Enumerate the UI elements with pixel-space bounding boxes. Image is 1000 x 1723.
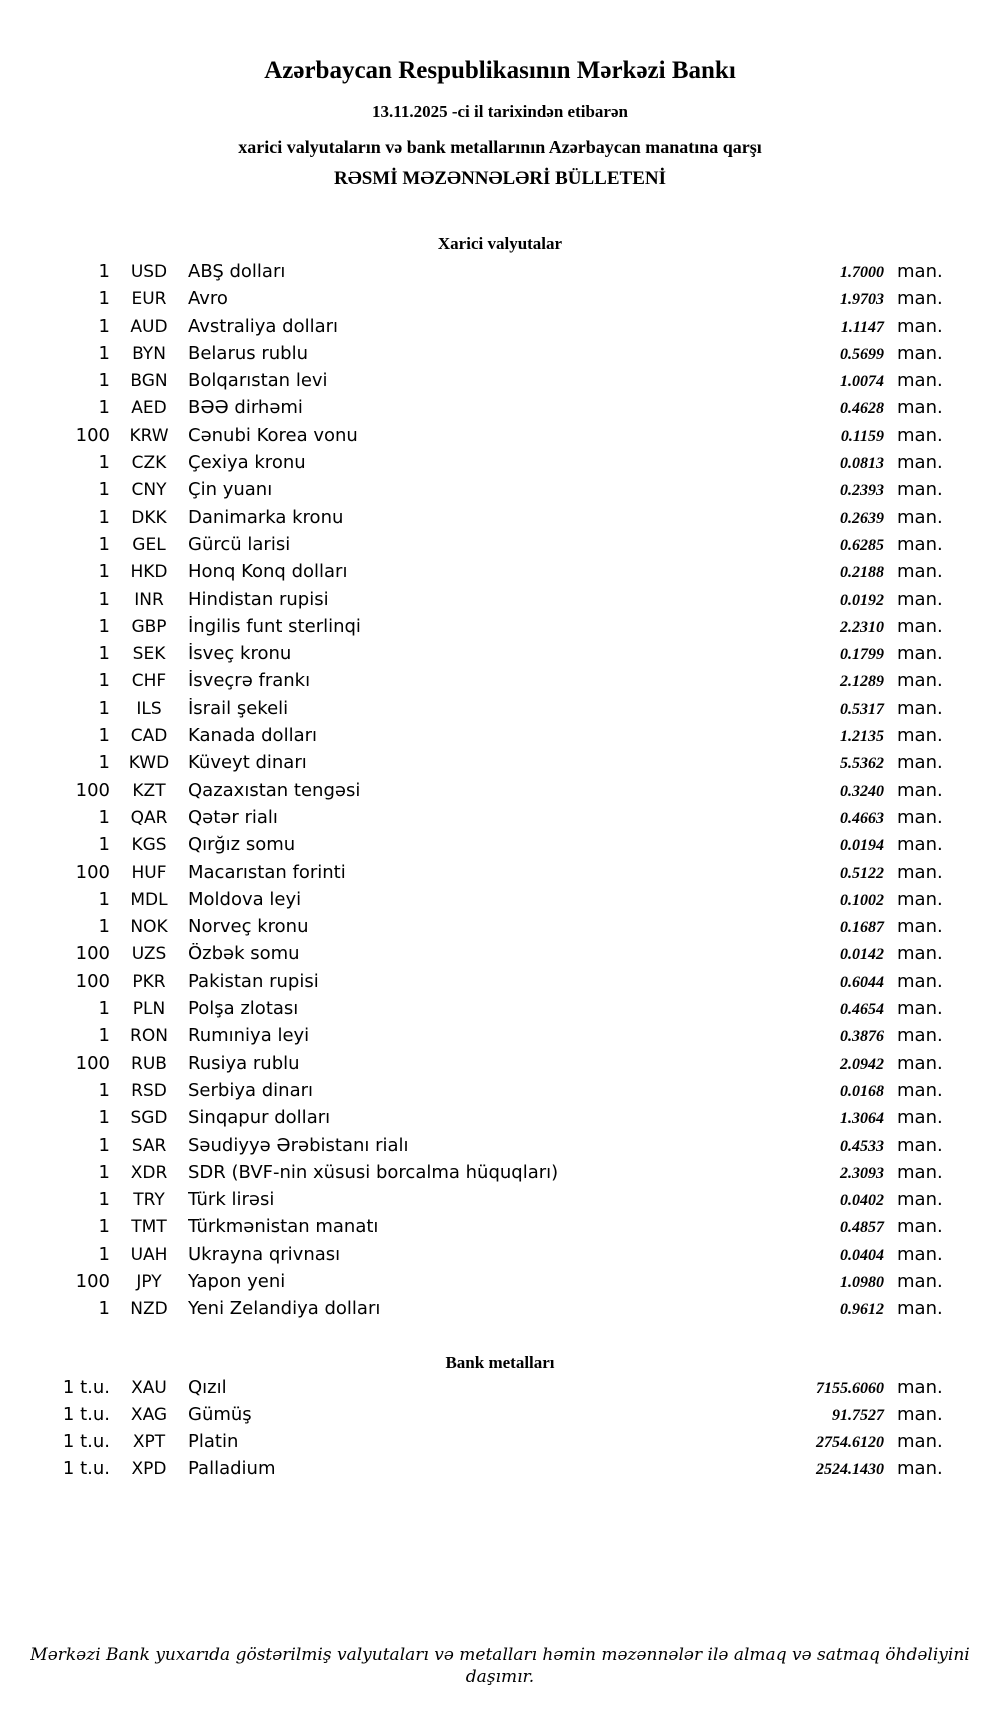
exchange-rate: 0.1799: [840, 646, 884, 664]
rate-quantity: 1: [98, 888, 110, 910]
bulletin-title: RƏSMİ MƏZƏNNƏLƏRİ BÜLLETENİ: [333, 168, 666, 189]
rate-quantity: 1: [98, 1025, 110, 1047]
currency-code: NZD: [130, 1299, 168, 1320]
currency-code: XAU: [131, 1377, 167, 1398]
currency-code: CHF: [131, 671, 167, 692]
currency-name: Kanada dolları: [188, 725, 318, 747]
rate-row: [0, 1377, 945, 1404]
manat-unit-label: man.: [897, 288, 943, 310]
rate-row: [0, 452, 945, 479]
rate-row: [0, 725, 945, 752]
rate-quantity: 1 t.u.: [62, 1431, 110, 1453]
rate-quantity: 1: [98, 1107, 110, 1129]
currency-name: Norveç kronu: [188, 916, 309, 938]
currency-code: XPT: [132, 1432, 166, 1453]
currency-code: HUF: [131, 862, 167, 883]
rate-quantity: 1: [98, 315, 110, 337]
exchange-rate: 0.6044: [840, 973, 884, 991]
currency-name: İsrail şekeli: [188, 697, 289, 719]
exchange-rate: 0.0404: [840, 1246, 884, 1264]
exchange-rate: 0.0194: [840, 837, 884, 855]
currency-name: Səudiyyə Ərəbistanı rialı: [188, 1134, 409, 1156]
manat-unit-label: man.: [897, 1298, 943, 1320]
currency-name: ABŞ dolları: [188, 261, 286, 282]
rate-quantity: 1: [98, 697, 110, 719]
currency-code: DKK: [131, 507, 167, 528]
currency-name: Rusiya rublu: [188, 1052, 300, 1074]
rate-quantity: 1: [98, 261, 110, 282]
footer-obligation-note: Mərkəzi Bank yuxarıda göstərilmiş valyutaları və metalları həmin məzənnələr ilə almaq və satmaq öhdəliyini daşımır.: [30, 1644, 970, 1687]
rate-row: [0, 1216, 945, 1243]
exchange-rate: 0.0192: [840, 591, 884, 609]
currency-code: CNY: [131, 480, 167, 501]
manat-unit-label: man.: [897, 1079, 943, 1101]
exchange-rate: 0.6285: [840, 536, 884, 554]
rate-quantity: 100: [75, 779, 110, 801]
exchange-rate: 0.1002: [840, 891, 884, 909]
currency-name: Özbək somu: [188, 943, 300, 965]
currency-name: Çexiya kronu: [188, 452, 306, 474]
exchange-rate: 1.1147: [840, 318, 884, 336]
currency-code: KRW: [129, 425, 169, 446]
manat-unit-label: man.: [897, 1431, 943, 1453]
currency-name: İsveç kronu: [188, 643, 292, 665]
currency-name: Avstraliya dolları: [188, 315, 339, 337]
rate-row: [0, 698, 945, 725]
currency-code: TRY: [133, 1190, 165, 1211]
rate-quantity: 1: [98, 1298, 110, 1320]
manat-unit-label: man.: [897, 588, 943, 610]
currency-code: TMT: [131, 1217, 167, 1238]
rate-quantity: 1: [98, 533, 110, 555]
currency-name: Macarıstan forinti: [188, 861, 346, 883]
exchange-rate: 1.7000: [840, 264, 884, 281]
manat-unit-label: man.: [897, 1025, 943, 1047]
currency-code: EUR: [131, 289, 167, 310]
rate-row: [0, 807, 945, 834]
exchange-rate: 0.0813: [840, 455, 884, 473]
rate-row: [0, 1244, 945, 1271]
currency-name: Danimarka kronu: [188, 506, 344, 528]
currency-name: Yapon yeni: [188, 1270, 286, 1292]
currency-code: BYN: [132, 343, 166, 364]
exchange-rate: 0.4654: [840, 1001, 884, 1019]
currency-name: Çin yuanı: [188, 479, 273, 501]
currency-code: PLN: [132, 999, 166, 1020]
exchange-rate: 2.0942: [840, 1055, 884, 1073]
currency-name: Pakistan rupisi: [188, 970, 319, 992]
exchange-rate: 0.9612: [840, 1301, 884, 1319]
exchange-rate: 1.9703: [840, 291, 884, 309]
rate-quantity: 1: [98, 370, 110, 392]
rate-quantity: 1 t.u.: [62, 1376, 110, 1398]
rate-row: [0, 971, 945, 998]
currency-name: İngilis funt sterlinqi: [188, 615, 361, 637]
exchange-rate: 0.5122: [840, 864, 884, 882]
manat-unit-label: man.: [897, 806, 943, 828]
currency-code: UAH: [130, 1244, 168, 1265]
rate-quantity: 1: [98, 752, 110, 774]
rate-quantity: 1: [98, 588, 110, 610]
manat-unit-label: man.: [897, 1189, 943, 1211]
exchange-rate: 1.2135: [840, 728, 884, 746]
currency-name: Qazaxıstan tengəsi: [188, 779, 361, 801]
exchange-rate: 5.5362: [840, 755, 884, 773]
metals-table: [0, 1377, 1000, 1486]
rate-row: [0, 998, 945, 1025]
rate-quantity: 100: [75, 861, 110, 883]
currency-name: Qətər rialı: [188, 806, 278, 828]
rate-quantity: 1: [98, 1079, 110, 1101]
rate-row: [0, 643, 945, 670]
currency-code: CZK: [131, 453, 167, 474]
currency-name: BƏƏ dirhəmi: [188, 397, 303, 419]
currency-code: PKR: [132, 971, 166, 992]
currency-code: XDR: [130, 1162, 168, 1183]
exchange-rate: 0.5699: [840, 345, 884, 363]
manat-unit-label: man.: [897, 1161, 943, 1183]
currency-name: Gürcü larisi: [188, 533, 291, 555]
rate-quantity: 1: [98, 288, 110, 310]
manat-unit-label: man.: [897, 1376, 943, 1398]
currency-code: ILS: [136, 698, 162, 719]
rate-row: [0, 1107, 945, 1134]
rate-row: [0, 1458, 945, 1485]
manat-unit-label: man.: [897, 561, 943, 583]
rate-row: [0, 889, 945, 916]
currency-code: RUB: [131, 1053, 167, 1074]
currency-name: Platin: [188, 1431, 239, 1453]
currency-name: Türk lirəsi: [188, 1189, 275, 1211]
rate-row: [0, 1025, 945, 1052]
exchange-rate: 0.2393: [840, 482, 884, 500]
currency-code: SGD: [130, 1108, 168, 1129]
rate-row: [0, 1271, 945, 1298]
manat-unit-label: man.: [897, 998, 943, 1020]
rate-quantity: 1 t.u.: [62, 1403, 110, 1425]
currency-name: Honq Konq dolları: [188, 561, 348, 583]
manat-unit-label: man.: [897, 533, 943, 555]
currency-name: Hindistan rupisi: [188, 588, 329, 610]
rate-quantity: 1: [98, 643, 110, 665]
rate-row: [0, 834, 945, 861]
currency-name: SDR (BVF-nin xüsusi borcalma hüquqları): [188, 1161, 559, 1183]
exchange-rate: 0.3240: [840, 782, 884, 800]
currency-code: XPD: [131, 1459, 167, 1480]
rate-row: [0, 1053, 945, 1080]
manat-unit-label: man.: [897, 943, 943, 965]
manat-unit-label: man.: [897, 1243, 943, 1265]
currency-name: Polşa zlotası: [188, 998, 299, 1020]
currencies-table: [0, 261, 1000, 1326]
manat-unit-label: man.: [897, 370, 943, 392]
rate-quantity: 1: [98, 998, 110, 1020]
exchange-rate: 91.7527: [832, 1406, 884, 1424]
exchange-rate: 2524.1430: [816, 1461, 884, 1479]
rate-row: [0, 288, 945, 315]
manat-unit-label: man.: [897, 615, 943, 637]
rate-row: [0, 316, 945, 343]
currency-name: Qırğız somu: [188, 834, 296, 856]
exchange-rate: 2.2310: [840, 618, 884, 636]
rate-quantity: 1 t.u.: [62, 1458, 110, 1480]
exchange-rate: 0.0402: [840, 1192, 884, 1210]
rate-row: [0, 1080, 945, 1107]
rate-row: [0, 479, 945, 506]
exchange-rate: 0.2188: [840, 564, 884, 582]
currency-code: AED: [131, 398, 167, 419]
currency-name: Belarus rublu: [188, 342, 309, 364]
rate-row: [0, 1135, 945, 1162]
manat-unit-label: man.: [897, 342, 943, 364]
exchange-rate: 0.4663: [840, 809, 884, 827]
currencies-section-heading: Xarici valyutalar: [437, 234, 563, 253]
rate-quantity: 1: [98, 342, 110, 364]
manat-unit-label: man.: [897, 752, 943, 774]
rate-row: [0, 916, 945, 943]
rate-quantity: 1: [98, 1216, 110, 1238]
rate-quantity: 100: [75, 424, 110, 446]
currency-code: GEL: [132, 534, 166, 555]
rate-row: [0, 1431, 945, 1458]
currency-code: GBP: [131, 616, 167, 637]
currency-name: Ukrayna qrivnası: [188, 1243, 341, 1265]
currency-name: Sinqapur dolları: [188, 1107, 331, 1129]
currency-code: RSD: [131, 1080, 167, 1101]
currency-name: Rumıniya leyi: [188, 1025, 310, 1047]
exchange-rate: 0.5317: [840, 700, 884, 718]
rate-quantity: 1: [98, 670, 110, 692]
rate-row: [0, 261, 945, 288]
exchange-rate: 0.0142: [840, 946, 884, 964]
manat-unit-label: man.: [897, 725, 943, 747]
rate-quantity: 1: [98, 452, 110, 474]
currency-name: Qızıl: [188, 1376, 227, 1398]
rate-quantity: 1: [98, 561, 110, 583]
rate-row: [0, 343, 945, 370]
manat-unit-label: man.: [897, 1403, 943, 1425]
rate-row: [0, 534, 945, 561]
currency-name: İsveçrə frankı: [188, 670, 311, 692]
currency-name: Moldova leyi: [188, 888, 302, 910]
rate-quantity: 1: [98, 806, 110, 828]
rate-quantity: 1: [98, 397, 110, 419]
rate-quantity: 1: [98, 1189, 110, 1211]
currency-name: Yeni Zelandiya dolları: [188, 1298, 381, 1320]
exchange-rate: 7155.6060: [816, 1379, 884, 1397]
effective-date-line: 13.11.2025 -ci il tarixindən etibarən: [372, 102, 628, 121]
manat-unit-label: man.: [897, 970, 943, 992]
manat-unit-label: man.: [897, 1216, 943, 1238]
exchange-rate: 2.1289: [840, 673, 884, 691]
currency-code: KZT: [132, 780, 166, 801]
currency-code: JPY: [136, 1271, 162, 1292]
rate-row: [0, 507, 945, 534]
manat-unit-label: man.: [897, 861, 943, 883]
exchange-rate: 1.0980: [840, 1273, 884, 1291]
manat-unit-label: man.: [897, 479, 943, 501]
rate-row: [0, 397, 945, 424]
rate-row: [0, 561, 945, 588]
rate-quantity: 100: [75, 943, 110, 965]
rate-quantity: 1: [98, 834, 110, 856]
currency-code: MDL: [130, 889, 168, 910]
manat-unit-label: man.: [897, 315, 943, 337]
currency-code: NOK: [130, 917, 168, 938]
currency-code: RON: [130, 1026, 168, 1047]
rate-row: [0, 370, 945, 397]
currency-code: BGN: [130, 371, 168, 392]
manat-unit-label: man.: [897, 1107, 943, 1129]
rate-row: [0, 862, 945, 889]
manat-unit-label: man.: [897, 888, 943, 910]
rate-row: [0, 670, 945, 697]
manat-unit-label: man.: [897, 916, 943, 938]
rate-quantity: 1: [98, 1161, 110, 1183]
exchange-rate: 0.2639: [840, 509, 884, 527]
metals-section-heading: Bank metalları: [445, 1352, 555, 1372]
exchange-rate: 0.4628: [840, 400, 884, 418]
currency-code: AUD: [130, 316, 168, 337]
exchange-rate: 0.4533: [840, 1137, 884, 1155]
currency-name: Serbiya dinarı: [188, 1079, 313, 1101]
rate-quantity: 1: [98, 506, 110, 528]
rate-row: [0, 1298, 945, 1325]
currency-code: KGS: [131, 835, 167, 856]
rate-row: [0, 589, 945, 616]
currency-code: HKD: [130, 562, 168, 583]
rate-row: [0, 1189, 945, 1216]
manat-unit-label: man.: [897, 834, 943, 856]
exchange-rate: 2.3093: [840, 1164, 884, 1182]
currency-name: Bolqarıstan levi: [188, 370, 328, 392]
currency-code: UZS: [131, 944, 167, 965]
manat-unit-label: man.: [897, 1134, 943, 1156]
currency-code: CAD: [130, 726, 168, 747]
rate-row: [0, 1162, 945, 1189]
manat-unit-label: man.: [897, 1270, 943, 1292]
rate-quantity: 1: [98, 479, 110, 501]
rate-row: [0, 425, 945, 452]
manat-unit-label: man.: [897, 506, 943, 528]
manat-unit-label: man.: [897, 452, 943, 474]
rate-row: [0, 1404, 945, 1431]
currency-code: SAR: [131, 1135, 167, 1156]
exchange-rate: 0.3876: [840, 1028, 884, 1046]
currency-code: USD: [130, 262, 168, 282]
exchange-rate: 2754.6120: [816, 1434, 884, 1452]
currency-code: INR: [134, 589, 164, 610]
currency-name: Cənubi Korea vonu: [188, 424, 358, 446]
currency-name: Avro: [188, 288, 228, 310]
rate-row: [0, 943, 945, 970]
manat-unit-label: man.: [897, 670, 943, 692]
rate-quantity: 1: [98, 1134, 110, 1156]
rate-row: [0, 752, 945, 779]
rate-quantity: 100: [75, 1270, 110, 1292]
currency-name: Palladium: [188, 1458, 276, 1480]
currency-name: Küveyt dinarı: [188, 752, 307, 774]
currency-name: Türkmənistan manatı: [188, 1216, 379, 1238]
rate-quantity: 100: [75, 1052, 110, 1074]
rate-quantity: 1: [98, 1243, 110, 1265]
manat-unit-label: man.: [897, 779, 943, 801]
manat-unit-label: man.: [897, 697, 943, 719]
rate-row: [0, 780, 945, 807]
exchange-rate: 0.1159: [840, 427, 884, 445]
exchange-rate: 0.0168: [840, 1082, 884, 1100]
rate-quantity: 1: [98, 916, 110, 938]
currency-code: XAG: [130, 1404, 168, 1425]
manat-unit-label: man.: [897, 1052, 943, 1074]
exchange-rate: 1.3064: [840, 1110, 884, 1128]
currency-code: QAR: [130, 807, 168, 828]
manat-unit-label: man.: [897, 643, 943, 665]
exchange-rate: 0.4857: [840, 1219, 884, 1237]
currency-code: KWD: [128, 753, 170, 774]
exchange-rate: 1.0074: [840, 373, 884, 391]
rate-row: [0, 616, 945, 643]
currency-code: SEK: [132, 644, 166, 665]
manat-unit-label: man.: [897, 397, 943, 419]
manat-unit-label: man.: [897, 261, 943, 282]
currency-name: Gümüş: [188, 1403, 252, 1425]
manat-unit-label: man.: [897, 1458, 943, 1480]
rate-quantity: 1: [98, 615, 110, 637]
bank-name-title: Azərbaycan Respublikasının Mərkəzi Bankı: [264, 57, 736, 84]
rate-quantity: 100: [75, 970, 110, 992]
exchange-rate: 0.1687: [840, 919, 884, 937]
rate-quantity: 1: [98, 725, 110, 747]
manat-unit-label: man.: [897, 424, 943, 446]
bulletin-subtitle: xarici valyutaların və bank metallarının Azərbaycan manatına qarşı: [238, 137, 762, 157]
